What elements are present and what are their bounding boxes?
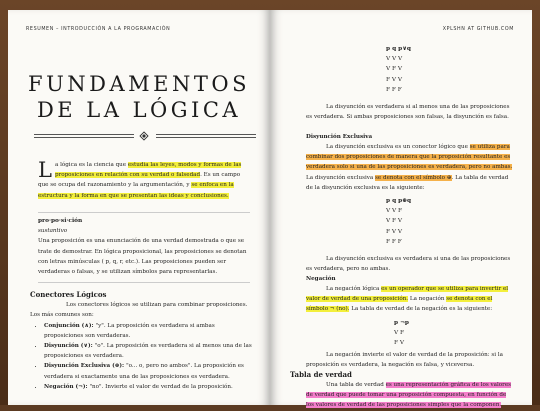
divider: [38, 212, 250, 213]
xor-heading: Disyunción Exclusiva: [306, 134, 373, 140]
xor-explanation: La disyunción exclusiva es verdadera si una de las proposiciones es verdadera, pero no ambas.: [306, 256, 511, 273]
section-heading: Conectores Lógicos: [30, 290, 107, 299]
list-item: • Conjunción (∧): "y". La proposición es verdadera si ambas proposiciones son verdaderas.: [44, 321, 252, 341]
page-title-line2: DE LA LÓGICA: [36, 98, 242, 122]
xor-paragraph: La disyunción exclusiva es un conector lógico que se utiliza para combinar dos proposiciones de manera que la proposición resultante es verdadera solo si una de las proposiciones es verdadera, pero no ambas. La disyunción exclusiva se denota con el símbolo ⊕. La tabla de verdad de la disyunción exclusiva es la siguiente:: [306, 144, 513, 191]
definition-block: [38, 216, 248, 277]
right-page: [270, 10, 532, 409]
diamond-icon: [140, 132, 148, 140]
title-ornament: [34, 132, 256, 140]
definition-pos: sustantivo: [38, 228, 68, 235]
or-truth-table: p q p∨q V V V V F V F V V F F F: [386, 46, 411, 93]
list-item: • Disyunción (∨): "o". La proposición es verdadera si al menos una de las proposiciones es verdadera.: [44, 341, 252, 361]
divider: [38, 282, 250, 283]
or-explanation: La disyunción es verdadera si al menos una de las proposiciones es verdadera. Si ambas proposiciones son falsas, la disyunción es falsa.: [306, 104, 510, 121]
definition-term: pro·po·si·ción: [38, 218, 83, 224]
running-header-right: XPLSHN AT GITHUB.COM: [442, 27, 514, 32]
intro-paragraph: La lógica es la ciencia que estudia las leyes, modos y formas de las proposiciones en relación con su verdad o falsedad. Es un campo que se ocupa del razonamiento y la argumentación, y se enfoca en la estructura y la forma en que se presentan las ideas y conclusiones.: [38, 158, 242, 199]
neg-heading: Negación: [306, 276, 336, 282]
page-title-line1: FUNDAMENTOS: [28, 72, 250, 96]
left-page: [8, 10, 270, 405]
definition-text: Una proposición es una enunciación de una verdad demostrada o que se trate de demostrar. En lógica proposicional, las proposiciones se denotan con letras minúsculas ( p, q, r, etc.). Las proposiciones pueden ser verdaderas o falsas, y se utilizan símbolos para representarlas.: [38, 238, 247, 276]
truth-table-heading: Tabla de verdad: [290, 370, 352, 379]
list-item: • Disyunción Exclusiva (⊕): "o... o, pero no ambos". La proposición es verdadera si exactamente una de las proposiciones es verdadera.: [44, 361, 252, 381]
highlight: se denota con el símbolo ⊕: [375, 174, 452, 181]
list-item: • Negación (¬): "no". Invierte el valor de verdad de la proposición.: [44, 382, 252, 392]
xor-truth-table: p q p⊕q V V F V F V F V V F F F: [386, 198, 412, 245]
connector-list: [30, 321, 252, 392]
neg-paragraph: La negación lógica es un operador que se utiliza para invertir el valor de verdad de una proposición. La negación se denota con el símbolo ¬ (no). La tabla de verdad de la negación es la siguiente:: [306, 286, 509, 313]
drop-cap: L: [38, 158, 52, 182]
neg-truth-table: p ¬p V F F V: [394, 320, 409, 347]
highlight: es un operador que se utiliza para invertir el valor de verdad de una proposición.: [306, 286, 509, 303]
highlight: estudia las leyes, modos y formas de las proposiciones en relación con su verdad o falsedad: [54, 162, 242, 179]
section-intro: Los conectores lógicos se utilizan para combinar proposiciones. Los más comunes son:: [30, 302, 248, 319]
highlight: es una representación gráfica de los valores de verdad que puede tomar una proposición compuesta, en función de los valores de verdad de las proposiciones simples que la componen.: [306, 382, 512, 409]
highlight: se utiliza para combinar dos proposiciones de manera que la proposición resultante es verdadera solo si una de las proposiciones es verdadera, pero no ambas.: [306, 144, 513, 171]
highlight: se denota con el símbolo ¬ (no).: [306, 296, 493, 313]
truth-table-paragraph: Una tabla de verdad es una representación gráfica de los valores de verdad que puede tomar una proposición compuesta, en función de los valores de verdad de las proposiciones simples que la componen.: [306, 382, 512, 409]
connectors-section: [30, 290, 252, 392]
neg-explanation: La negación invierte el valor de verdad de la proposición: si la proposición es verdadera, la negación es falsa, y viceversa.: [306, 352, 503, 369]
running-header-left: RESUMEN – INTRODUCCIÓN A LA PROGRAMACIÓN: [26, 27, 171, 32]
highlight: se enfoca en la estructura y la forma en que se presentan las ideas y conclusiones.: [38, 182, 234, 199]
